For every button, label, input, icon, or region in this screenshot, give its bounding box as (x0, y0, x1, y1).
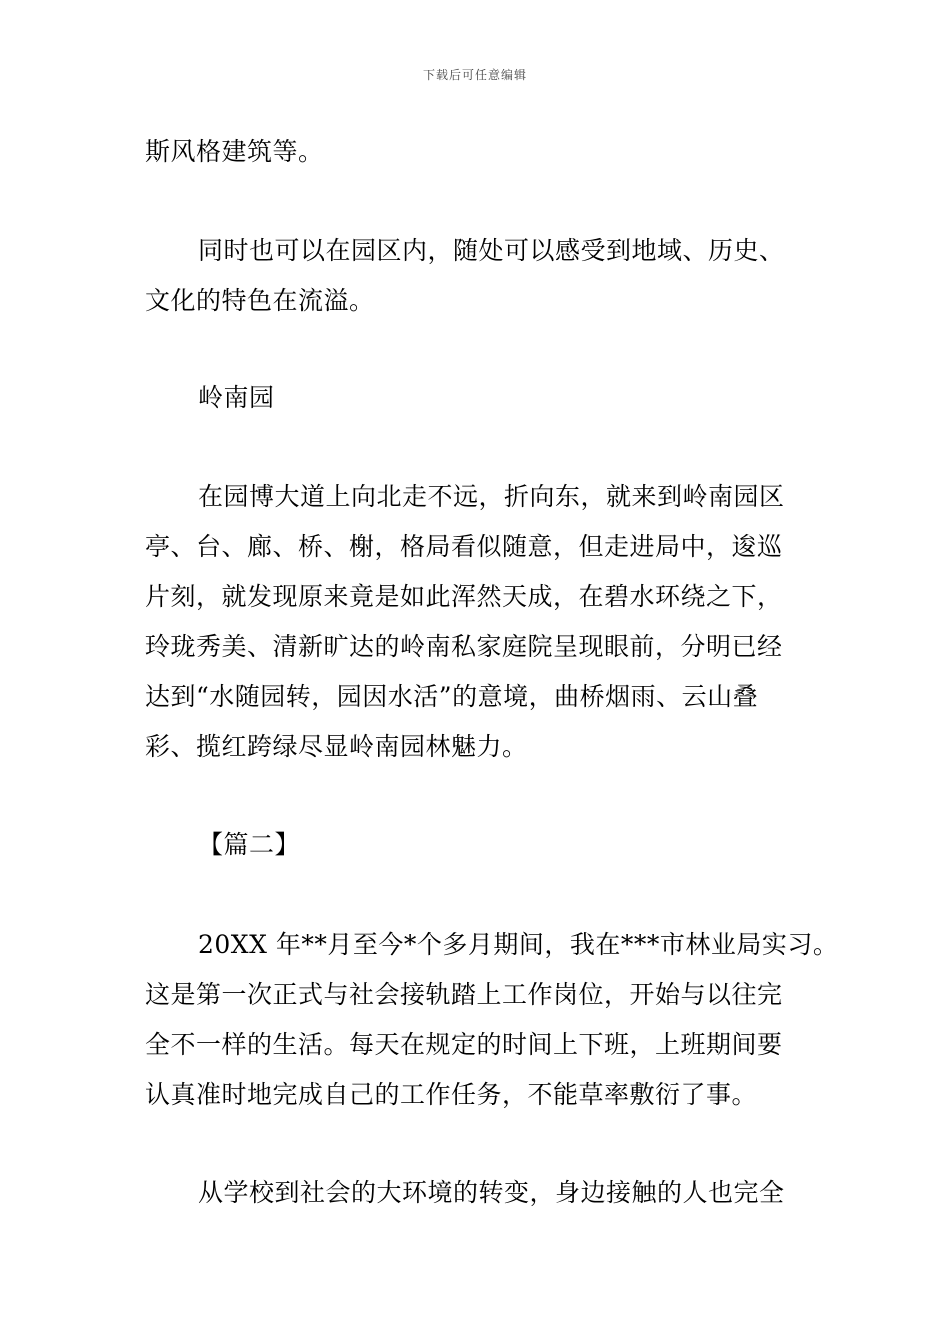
paragraph-line: 认真准时地完成自己的工作任务，不能草率敷衍了事。 (145, 1080, 758, 1109)
section-heading: 岭南园 (198, 383, 275, 412)
paragraph-line: 亭、台、廊、桥、榭，格局看似随意，但走进局中，逡巡 (145, 532, 783, 561)
paragraph-line: 从学校到社会的大环境的转变，身边接触的人也完全 (198, 1178, 785, 1207)
paragraph-line: 达到“水随园转，园因水活”的意境，曲桥烟雨、云山叠 (145, 682, 759, 711)
paragraph-line: 玲珑秀美、清新旷达的岭南私家庭院呈现眼前，分明已经 (145, 632, 783, 661)
section-heading: 【篇二】 (198, 830, 301, 859)
paragraph-line: 全不一样的生活。每天在规定的时间上下班，上班期间要 (145, 1030, 783, 1059)
paragraph-line: 这是第一次正式与社会接轨踏上工作岗位，开始与以往完 (145, 980, 783, 1009)
paragraph-line: 20XX 年**月至今*个多月期间，我在***市林业局实习。 (198, 930, 839, 959)
page-header: 下载后可任意编辑 (422, 68, 527, 82)
paragraph-line: 彩、揽红跨绿尽显岭南园林魅力。 (145, 732, 528, 761)
paragraph-line: 文化的特色在流溢。 (145, 286, 375, 315)
paragraph-line: 在园博大道上向北走不远，折向东，就来到岭南园区 (198, 482, 785, 511)
paragraph-line: 同时也可以在园区内，随处可以感受到地域、历史、 (198, 236, 785, 265)
paragraph-line: 片刻，就发现原来竟是如此浑然天成，在碧水环绕之下， (145, 582, 783, 611)
paragraph-line: 斯风格建筑等。 (145, 137, 324, 166)
